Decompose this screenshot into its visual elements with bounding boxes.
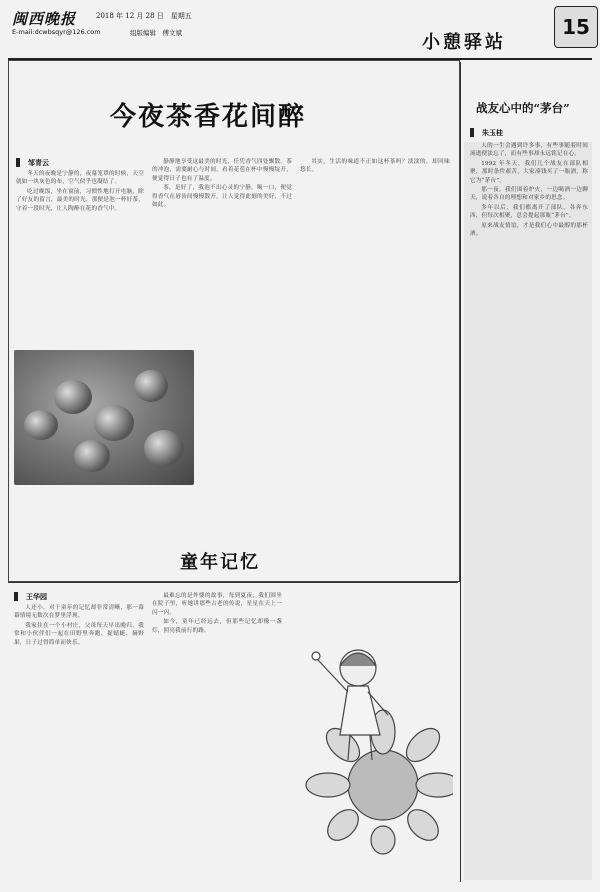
editors-credit: 组版编辑 傅文斌 <box>130 29 182 37</box>
article2-author: 王华园 <box>26 592 47 601</box>
article1-byline <box>16 158 49 167</box>
article2-paragraph: 如今，童年已经远去，但那些记忆却像一盏灯，照亮我前行的路。 <box>152 619 282 634</box>
article1-paragraph: 茶，是好了，我泡不出心灵的宁静，喝一口，便觉得香气在唇齿间慢慢散开，让人觉得此刻的美好，不过如此。 <box>152 185 292 209</box>
article1-col1 <box>16 170 144 346</box>
section-title: 小憩驿站 <box>422 32 506 53</box>
article3-headline: 战友心中的“茅台” <box>476 101 570 115</box>
article1-paragraph: 其实，生活的味道不正如这杯茶吗？淡淡的，却回味悠长。 <box>300 159 450 174</box>
contact-email: E-mail:dcwbsqyr@126.com <box>12 28 101 36</box>
article1-headline: 今夜茶香花间醉 <box>110 102 307 132</box>
girl-sunflower-illustration <box>288 620 453 855</box>
article3-paragraph: 人的一生会遇到许多事，有些事随着时间流逝便淡忘了，而有些事却永远铭记在心。 <box>470 143 588 158</box>
column-rule <box>460 62 461 882</box>
tea-flower-photo <box>14 350 194 485</box>
publication-date: 2018 年 12 月 28 日 星期五 <box>96 12 192 20</box>
article2-headline: 童年记忆 <box>180 552 260 573</box>
article2-paragraph: 最难忘的是外婆的故事，每到夏夜，我们围坐在院子里，听她讲那些古老的传说，星星在天上一闪一闪。 <box>152 593 282 616</box>
newspaper-logo: 闽西晚报 <box>12 10 77 28</box>
article3-paragraph: 原来战友情谊，才是我们心中最醇的那杯酒。 <box>470 222 588 238</box>
article1-paragraph: 吃过晚饭，坐在窗前，习惯性地打开电脑，除了好友的留言，最美的时光，那便是泡一杯好茶，守着一段时光，让人陶醉在花的香气中。 <box>16 188 144 212</box>
article-separator <box>8 582 458 583</box>
article3-author: 朱玉桂 <box>482 128 503 137</box>
article3-byline <box>470 128 503 137</box>
article2-paragraph: 我家住在一个小村庄，父母每天早出晚归，我常和小伙伴们一起在田野里奔跑，捉蜻蜓、摘野果，日子过得简单而快乐。 <box>14 622 144 646</box>
article1-author: 邹青云 <box>28 158 49 167</box>
article2-paragraph: 人还小，对于童年的记忆却非常清晰，那一幕幕情境无数次在梦里浮现。 <box>14 605 144 620</box>
article2-col2 <box>152 592 282 880</box>
article1-col3 <box>300 158 450 568</box>
article3-body <box>470 142 588 880</box>
article3-paragraph: 那一夜，我们围着炉火，一边喝酒一边聊天，说着各自的理想和对家乡的思念。 <box>470 187 588 202</box>
article2-col1 <box>14 604 144 880</box>
article3-paragraph: 1992 年冬天，我们几个战友在部队相聚，那时条件艰苦，大家凑钱买了一瓶酒，称它为“茅台”。 <box>470 160 588 184</box>
article3-paragraph: 多年以后，我们都离开了部队，各奔东西，但每次相聚，总会提起那瓶“茅台”。 <box>470 204 588 220</box>
masthead <box>8 6 592 60</box>
page-number-badge: 15 <box>554 6 598 48</box>
article1-paragraph: 冬天的夜晚是宁静的，夜幕笼罩的时候，天空就如一块灰色的布，空气似乎也凝结了。 <box>16 171 144 186</box>
article2-byline <box>14 592 47 601</box>
article1-paragraph: 静静地享受这最美的时光，任凭香气四处飘散。茶的冲泡，需要耐心与时间，看着花苞在杯中慢慢绽开，便觉得日子也有了温度。 <box>152 159 292 182</box>
